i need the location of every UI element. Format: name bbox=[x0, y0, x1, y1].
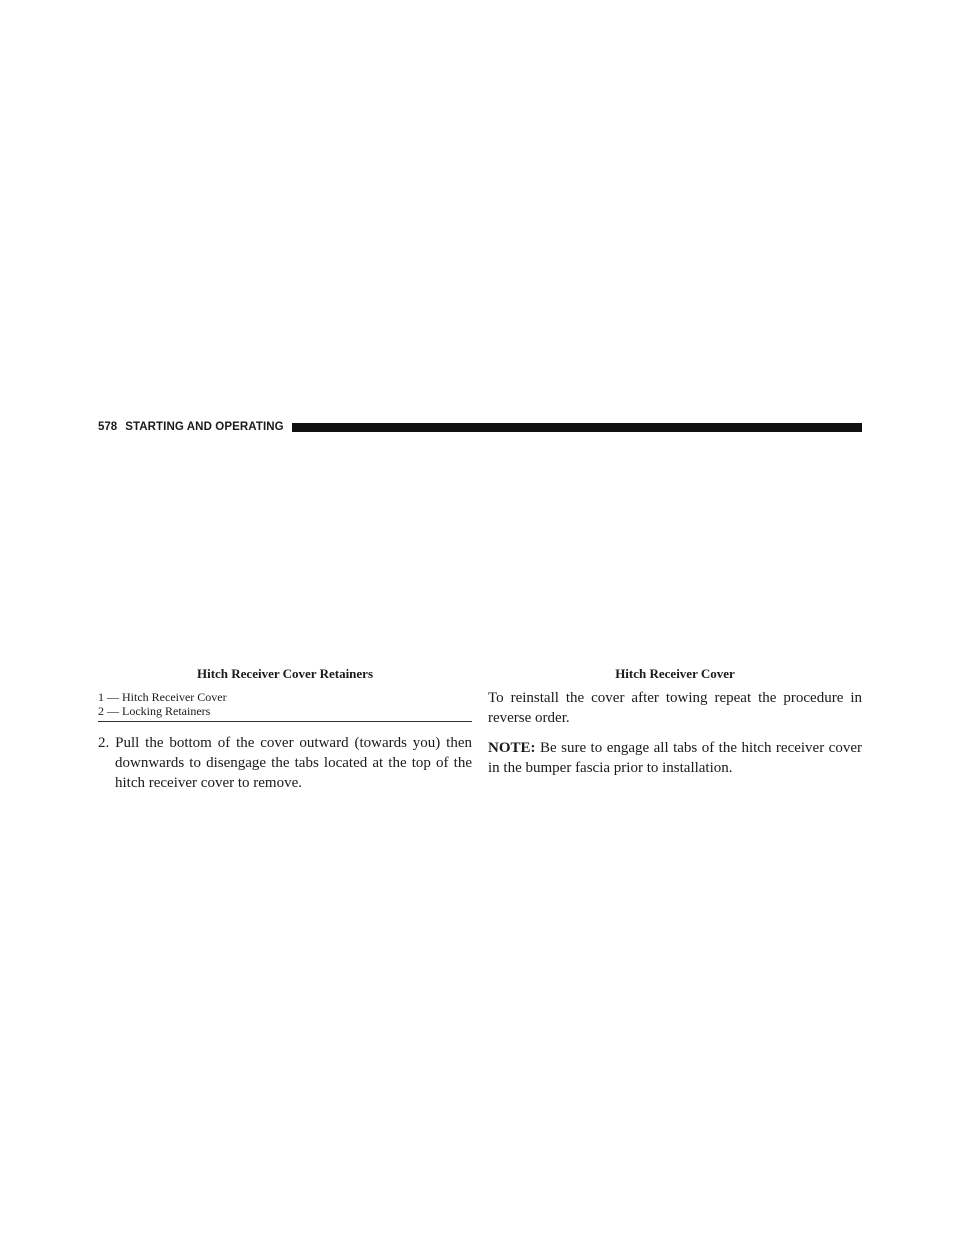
figure-caption-cover: Hitch Receiver Cover bbox=[615, 666, 735, 681]
section-title: STARTING AND OPERATING bbox=[125, 421, 284, 433]
note-text: Be sure to engage all tabs of the hitch receiver cover in the bumper fascia prior to installation. bbox=[488, 740, 862, 776]
left-column bbox=[98, 660, 472, 793]
reinstall-paragraph: To reinstall the cover after towing repeat the procedure in reverse order. bbox=[488, 690, 862, 726]
right-column bbox=[488, 660, 862, 778]
page-header bbox=[98, 419, 862, 435]
figure-caption-retainers: Hitch Receiver Cover Retainers bbox=[196, 666, 374, 681]
figure-legend bbox=[98, 690, 472, 722]
header-rule bbox=[292, 423, 862, 432]
legend-item-1: 1 — Hitch Receiver Cover bbox=[98, 690, 227, 704]
note-label: NOTE: bbox=[488, 740, 536, 756]
step-2-text: 2. Pull the bottom of the cover outward (towards you) then downwards to disengage the tabs located at the top of the hitch receiver cover to remove. bbox=[98, 735, 472, 791]
note-paragraph bbox=[488, 738, 862, 778]
legend-item-2: 2 — Locking Retainers bbox=[98, 704, 211, 718]
page-number: 578 bbox=[98, 421, 118, 433]
